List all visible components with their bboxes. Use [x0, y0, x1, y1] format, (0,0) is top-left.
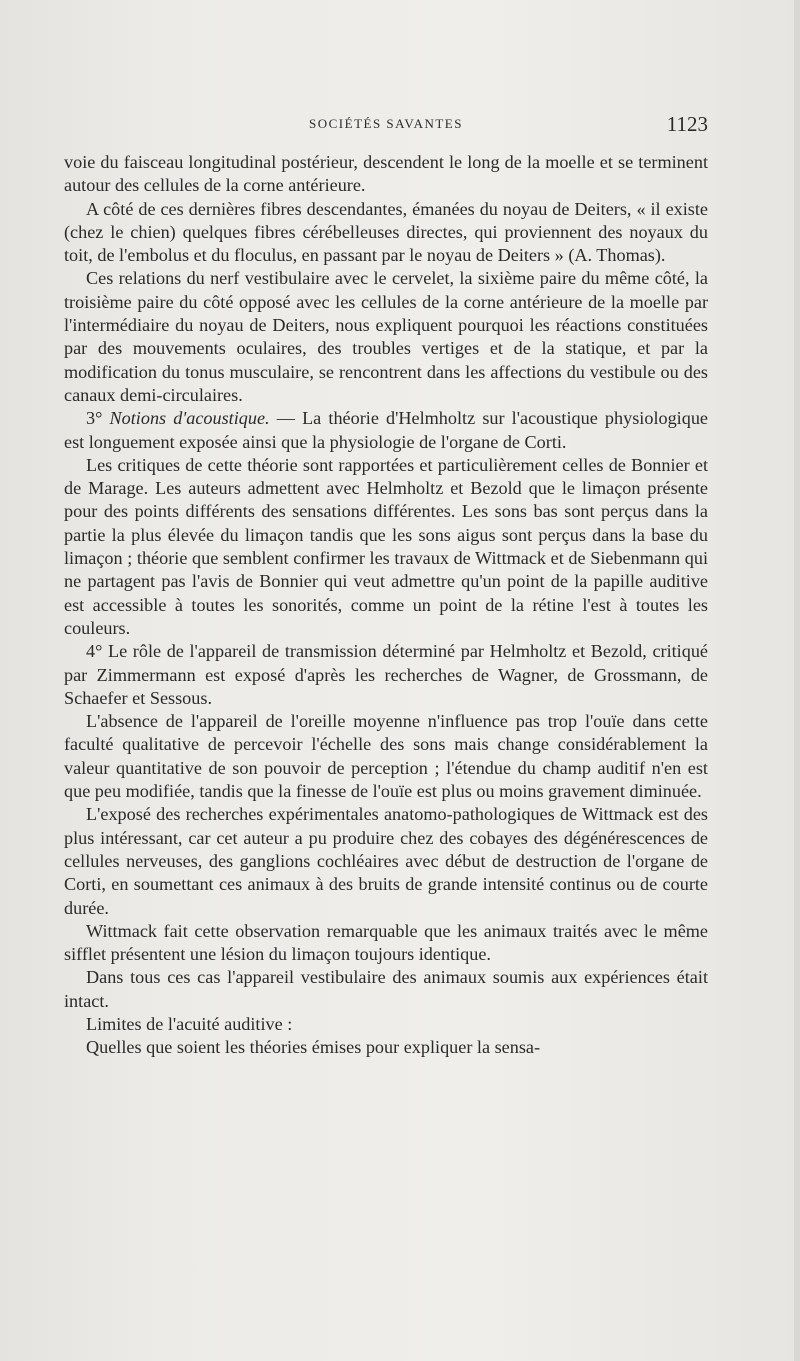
section-number: 3° — [86, 408, 110, 429]
paragraph: Ces relations du nerf vestibulaire avec le cervelet, la sixième paire du même côté, la troisième paire du côté opposé avec les cellules de la corne antérieure de la moelle par l'intermédiaire du noyau de Deiters, nous expliquent pourquoi les réactions constituées par des mouvements oculaires, des troubles vertiges et de la statique, et par la modification du tonus musculaire, se rencontrent dans les affections du vestibule ou des canaux demi-circulaires. — [64, 268, 708, 405]
paragraph: Quelles que soient les théories émises pour expliquer la sensa- — [86, 1037, 541, 1058]
paragraph-text: — La théorie d'Helmholtz sur l'acoustique physiologique est longuement exposée ainsi que la physiologie de l'organe de Corti. — [64, 408, 708, 452]
paragraph-notions-acoustique — [64, 407, 708, 454]
paragraph: L'exposé des recherches expérimentales anatomo-pathologiques de Wittmack est des plus intéressant, car cet auteur a pu produire chez des cobayes des dégénérescences de cellules nerveuses, des ganglions cochléaires avec début de destruction de l'organe de Corti, en soumettant ces animaux à des bruits de grande intensité continus ou de courte durée. — [64, 804, 708, 918]
paragraph: 4° Le rôle de l'appareil de transmission déterminé par Helmholtz et Bezold, critiqué par Zimmermann est exposé d'après les recherches de Wagner, de Grossmann, de Schaefer et Sessous. — [64, 641, 708, 708]
page-header — [64, 112, 708, 140]
paragraph: Wittmack fait cette observation remarquable que les animaux traités avec le même sifflet présentent une lésion du limaçon toujours identique. — [64, 920, 708, 965]
paragraph: L'absence de l'appareil de l'oreille moyenne n'influence pas trop l'ouïe dans cette faculté qualitative de percevoir l'échelle des sons mais change considérablement la valeur quantitative de son pouvoir de perception ; l'étendue du champ auditif n'en est que peu modifiée, tandis que la finesse de l'ouïe est plus ou moins gravement diminuée. — [64, 711, 708, 802]
paragraph: voie du faisceau longitudinal postérieur, descendent le long de la moelle et se terminent autour des cellules de la corne antérieure. — [64, 152, 708, 196]
paragraph: Les critiques de cette théorie sont rapportées et particulièrement celles de Bonnier et de Marage. Les auteurs admettent avec Helmholtz et Bezold que le limaçon présente pour des points différents des sensations différentes. Les sons bas sont perçus dans la partie la plus élevée du limaçon tandis que les sons aigus sont perçus dans la base du limaçon ; théorie que semblent confirmer les travaux de Wittmack et de Siebenmann qui ne partagent pas l'avis de Bonnier qui veut admettre qu'un point de la papille auditive est accessible à toutes les sonorités, comme un point de la rétine l'est à toutes les couleurs. — [64, 454, 708, 638]
page-edge — [794, 0, 800, 1361]
body-text — [64, 151, 708, 1060]
paragraph: A côté de ces dernières fibres descendantes, émanées du noyau de Deiters, « il existe (chez le chien) quelques fibres cérébelleuses directes, qui proviennent des noyaux du toit, de l'embolus et du floculus, en passant par le noyau de Deiters » (A. Thomas). — [64, 198, 708, 266]
paragraph: Dans tous ces cas l'appareil vestibulaire des animaux soumis aux expériences était intact. — [64, 967, 708, 1011]
running-head: SOCIÉTÉS SAVANTES — [309, 116, 463, 131]
page-number: 1123 — [666, 112, 708, 136]
paragraph: Limites de l'acuité auditive : — [86, 1013, 293, 1034]
section-title: Notions d'acoustique. — [109, 408, 270, 429]
